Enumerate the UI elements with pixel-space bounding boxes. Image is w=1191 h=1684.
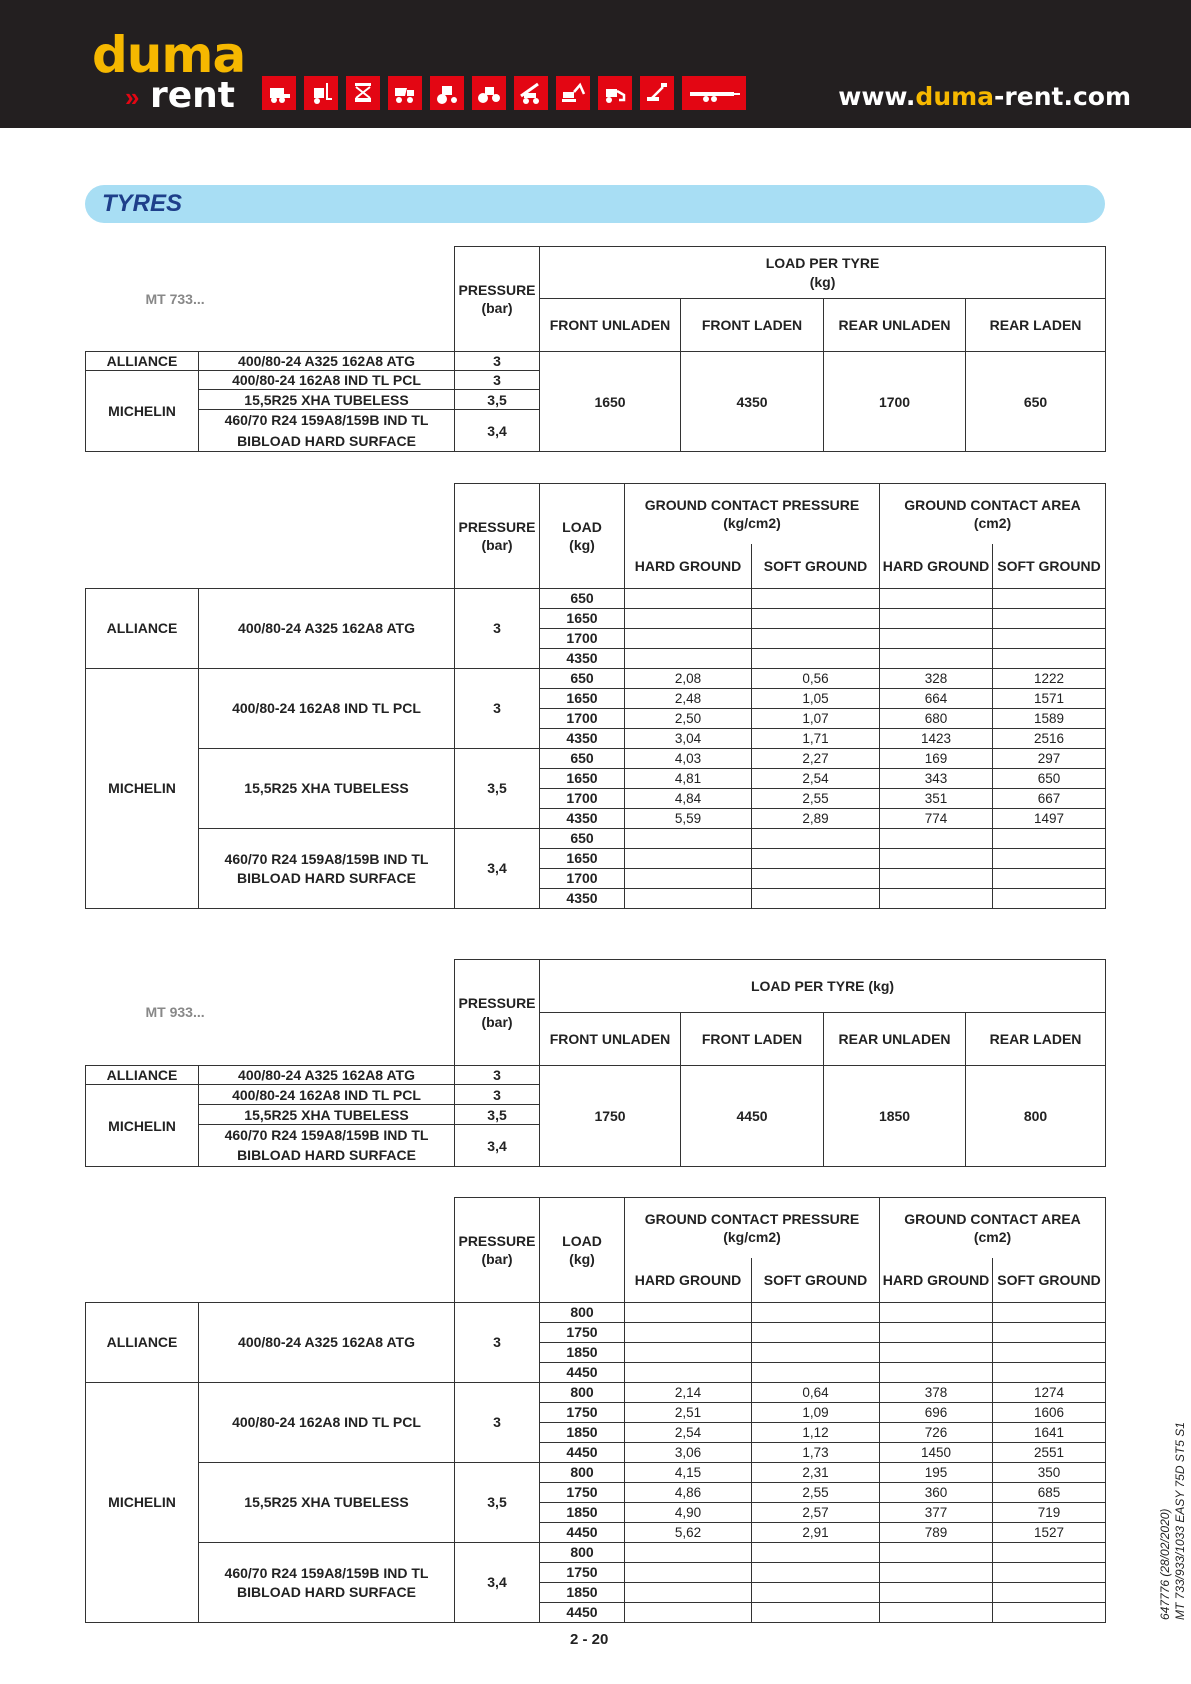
model-label: MT 933...	[145, 1004, 205, 1021]
empty-cell	[880, 649, 993, 669]
hard-pressure-value: 2,48	[625, 689, 752, 709]
load-value: 1650	[540, 849, 625, 869]
load-value: 4350	[540, 809, 625, 829]
empty-cell	[625, 849, 752, 869]
empty-cell	[752, 629, 880, 649]
brand-alliance: ALLIANCE	[86, 1303, 199, 1383]
empty-cell	[625, 1303, 752, 1323]
hard-ground-header: HARD GROUND	[625, 544, 752, 589]
hard-pressure-value: 3,06	[625, 1443, 752, 1463]
load-value: 4350	[540, 729, 625, 749]
soft-pressure-value: 2,57	[752, 1503, 880, 1523]
pressure-value: 3,5	[455, 390, 540, 410]
pressure-value: 3	[455, 371, 540, 390]
rear-unladen-value: 1850	[824, 1066, 966, 1167]
hard-area-value: 680	[880, 709, 993, 729]
hard-area-value: 351	[880, 789, 993, 809]
soft-ground-header: SOFT GROUND	[752, 1258, 880, 1303]
tyre-name: 460/70 R24 159A8/159B IND TL	[199, 410, 455, 430]
empty-cell	[993, 629, 1106, 649]
soft-ground-header: SOFT GROUND	[993, 1258, 1106, 1303]
hard-ground-header: HARD GROUND	[880, 1258, 993, 1303]
soft-pressure-value: 2,54	[752, 769, 880, 789]
empty-cell	[752, 1583, 880, 1603]
load-value: 1700	[540, 869, 625, 889]
brand-michelin: MICHELIN	[86, 1085, 199, 1167]
front-laden-header: FRONT LADEN	[681, 1013, 824, 1066]
load-value: 1650	[540, 769, 625, 789]
empty-cell	[993, 1343, 1106, 1363]
pressure-value: 3,5	[455, 749, 540, 829]
tyre-name-line2: BIBLOAD HARD SURFACE	[199, 1145, 455, 1167]
empty-cell	[752, 829, 880, 849]
load-value: 1750	[540, 1483, 625, 1503]
hard-pressure-value: 2,08	[625, 669, 752, 689]
empty-cell	[625, 609, 752, 629]
load-value: 1750	[540, 1403, 625, 1423]
pressure-header: PRESSURE (bar)	[455, 960, 540, 1066]
load-value: 1700	[540, 789, 625, 809]
empty-cell	[625, 1363, 752, 1383]
soft-pressure-value: 2,89	[752, 809, 880, 829]
document-reference	[1158, 1422, 1188, 1620]
blank-corner	[86, 484, 455, 589]
pressure-header: PRESSURE (bar)	[455, 1198, 540, 1303]
load-value: 650	[540, 589, 625, 609]
section-title: TYRES	[102, 190, 183, 217]
load-value: 1700	[540, 629, 625, 649]
soft-pressure-value: 2,27	[752, 749, 880, 769]
hard-area-value: 328	[880, 669, 993, 689]
brand-michelin: MICHELIN	[86, 371, 199, 452]
hard-pressure-value: 2,54	[625, 1423, 752, 1443]
empty-cell	[625, 869, 752, 889]
excavator-icon	[556, 76, 590, 110]
empty-cell	[625, 829, 752, 849]
empty-cell	[993, 649, 1106, 669]
forklift-icon	[304, 76, 338, 110]
pressure-value: 3,4	[455, 1543, 540, 1623]
load-value: 800	[540, 1543, 625, 1563]
tyre-name: 15,5R25 XHA TUBELESS	[199, 390, 455, 410]
load-value: 4450	[540, 1363, 625, 1383]
soft-area-value: 1589	[993, 709, 1106, 729]
tyre-name-line2: BIBLOAD HARD SURFACE	[199, 430, 455, 452]
soft-area-value: 2551	[993, 1443, 1106, 1463]
soft-area-value: 1222	[993, 669, 1106, 689]
empty-cell	[880, 1543, 993, 1563]
empty-cell	[993, 1603, 1106, 1623]
empty-cell	[752, 889, 880, 909]
empty-cell	[993, 609, 1106, 629]
soft-area-value: 1497	[993, 809, 1106, 829]
empty-cell	[880, 589, 993, 609]
load-value: 650	[540, 749, 625, 769]
hard-area-value: 195	[880, 1463, 993, 1483]
empty-cell	[880, 609, 993, 629]
brand-michelin: MICHELIN	[86, 1383, 199, 1623]
hard-area-value: 789	[880, 1523, 993, 1543]
empty-cell	[880, 1323, 993, 1343]
empty-cell	[625, 889, 752, 909]
empty-cell	[880, 629, 993, 649]
pressure-header: PRESSURE (bar)	[455, 484, 540, 589]
brand-alliance: ALLIANCE	[86, 589, 199, 669]
empty-cell	[752, 1543, 880, 1563]
hard-pressure-value: 4,84	[625, 789, 752, 809]
load-per-tyre-header: LOAD PER TYRE (kg)	[540, 247, 1106, 299]
gca-header: GROUND CONTACT AREA (cm2)	[880, 1198, 1106, 1258]
empty-cell	[880, 1563, 993, 1583]
empty-cell	[752, 609, 880, 629]
model-label: MT 733...	[145, 290, 205, 307]
front-unladen-value: 1750	[540, 1066, 681, 1167]
empty-cell	[993, 869, 1106, 889]
empty-cell	[993, 1543, 1106, 1563]
rear-unladen-value: 1700	[824, 352, 966, 452]
header-bar	[0, 0, 1191, 128]
tyre-name: 15,5R25 XHA TUBELESS	[199, 1105, 455, 1125]
hard-area-value: 377	[880, 1503, 993, 1523]
load-value: 4350	[540, 649, 625, 669]
hard-pressure-value: 4,81	[625, 769, 752, 789]
page-number: 2 - 20	[570, 1631, 609, 1648]
tyre-name: 400/80-24 A325 162A8 ATG	[199, 589, 455, 669]
soft-area-value: 1606	[993, 1403, 1106, 1423]
hard-area-value: 1450	[880, 1443, 993, 1463]
hard-ground-header: HARD GROUND	[625, 1258, 752, 1303]
load-header: LOAD (kg)	[540, 484, 625, 589]
load-value: 1750	[540, 1323, 625, 1343]
brand-alliance: ALLIANCE	[86, 352, 199, 371]
pressure-value: 3,4	[455, 410, 540, 452]
empty-cell	[993, 1323, 1106, 1343]
pressure-value: 3	[455, 1085, 540, 1105]
load-value: 800	[540, 1303, 625, 1323]
hard-area-value: 343	[880, 769, 993, 789]
pressure-value: 3	[455, 669, 540, 749]
load-value: 650	[540, 669, 625, 689]
hard-pressure-value: 2,51	[625, 1403, 752, 1423]
soft-pressure-value: 1,71	[752, 729, 880, 749]
empty-cell	[880, 1343, 993, 1363]
hard-pressure-value: 3,04	[625, 729, 752, 749]
empty-cell	[625, 1543, 752, 1563]
empty-cell	[752, 1363, 880, 1383]
pressure-value: 3	[455, 1303, 540, 1383]
load-per-tyre-header: LOAD PER TYRE (kg)	[540, 960, 1106, 1013]
empty-cell	[625, 1603, 752, 1623]
empty-cell	[880, 849, 993, 869]
hard-area-value: 774	[880, 809, 993, 829]
soft-pressure-value: 2,55	[752, 789, 880, 809]
pressure-header: PRESSURE (bar)	[455, 247, 540, 352]
soft-area-value: 2516	[993, 729, 1106, 749]
pressure-value: 3,4	[455, 829, 540, 909]
skid-steer-icon	[262, 76, 296, 110]
soft-pressure-value: 1,05	[752, 689, 880, 709]
load-value: 1850	[540, 1343, 625, 1363]
pressure-value: 3	[455, 1383, 540, 1463]
front-unladen-value: 1650	[540, 352, 681, 452]
hard-pressure-value: 5,62	[625, 1523, 752, 1543]
soft-area-value: 667	[993, 789, 1106, 809]
empty-cell	[752, 1323, 880, 1343]
soft-pressure-value: 0,56	[752, 669, 880, 689]
gcp-header: GROUND CONTACT PRESSURE (kg/cm2)	[625, 484, 880, 544]
doc-ref-line2: MT 733/933/1033 EASY 75D ST5 S1	[1173, 1422, 1187, 1620]
soft-pressure-value: 2,91	[752, 1523, 880, 1543]
tyre-name: 15,5R25 XHA TUBELESS	[199, 1463, 455, 1543]
load-value: 1850	[540, 1503, 625, 1523]
hard-area-value: 664	[880, 689, 993, 709]
load-value: 1650	[540, 609, 625, 629]
soft-pressure-value: 2,31	[752, 1463, 880, 1483]
soft-area-value: 1571	[993, 689, 1106, 709]
rear-laden-value: 800	[966, 1066, 1106, 1167]
rear-laden-value: 650	[966, 352, 1106, 452]
tractor-icon	[430, 76, 464, 110]
soft-pressure-value: 0,64	[752, 1383, 880, 1403]
mt933-load-table	[85, 959, 1106, 1167]
tyre-name: 400/80-24 162A8 IND TL PCL	[199, 371, 455, 390]
front-laden-header: FRONT LADEN	[681, 299, 824, 352]
gca-header: GROUND CONTACT AREA (cm2)	[880, 484, 1106, 544]
load-value: 4450	[540, 1443, 625, 1463]
load-value: 4450	[540, 1523, 625, 1543]
section-banner	[85, 185, 1105, 223]
loader-icon	[598, 76, 632, 110]
empty-cell	[625, 589, 752, 609]
website-suffix: -rent.com	[994, 82, 1131, 111]
scissor-lift-icon	[346, 76, 380, 110]
website-prefix: www.	[838, 82, 916, 111]
doc-ref-line1: 647776 (28/02/2020)	[1158, 1508, 1172, 1620]
empty-cell	[993, 1303, 1106, 1323]
load-value: 1650	[540, 689, 625, 709]
dumper-icon	[388, 76, 422, 110]
hard-pressure-value: 5,59	[625, 809, 752, 829]
empty-cell	[625, 1583, 752, 1603]
mt733-load-table	[85, 246, 1106, 452]
hard-pressure-value: 4,15	[625, 1463, 752, 1483]
boom-lift-icon	[640, 76, 674, 110]
tyre-name: 15,5R25 XHA TUBELESS	[199, 749, 455, 829]
hard-pressure-value: 2,14	[625, 1383, 752, 1403]
empty-cell	[752, 1343, 880, 1363]
empty-cell	[752, 589, 880, 609]
pressure-value: 3	[455, 352, 540, 371]
empty-cell	[625, 1563, 752, 1583]
load-header: LOAD (kg)	[540, 1198, 625, 1303]
tyre-name: 400/80-24 A325 162A8 ATG	[199, 1303, 455, 1383]
hard-ground-header: HARD GROUND	[880, 544, 993, 589]
empty-cell	[880, 1303, 993, 1323]
empty-cell	[880, 829, 993, 849]
soft-area-value: 719	[993, 1503, 1106, 1523]
empty-cell	[752, 1563, 880, 1583]
empty-cell	[752, 849, 880, 869]
soft-ground-header: SOFT GROUND	[993, 544, 1106, 589]
pressure-value: 3	[455, 1066, 540, 1085]
compactor-icon	[472, 76, 506, 110]
empty-cell	[880, 1363, 993, 1383]
load-value: 4350	[540, 889, 625, 909]
gcp-header: GROUND CONTACT PRESSURE (kg/cm2)	[625, 1198, 880, 1258]
hard-pressure-value: 2,50	[625, 709, 752, 729]
tyre-name: 460/70 R24 159A8/159B IND TL BIBLOAD HARD SURFACE	[199, 1543, 455, 1623]
rear-unladen-header: REAR UNLADEN	[824, 1013, 966, 1066]
rear-unladen-header: REAR UNLADEN	[824, 299, 966, 352]
pressure-value: 3,4	[455, 1125, 540, 1167]
empty-cell	[993, 829, 1106, 849]
empty-cell	[993, 589, 1106, 609]
empty-cell	[625, 649, 752, 669]
pressure-value: 3,5	[455, 1463, 540, 1543]
rear-laden-header: REAR LADEN	[966, 1013, 1106, 1066]
telehandler-icon	[514, 76, 548, 110]
soft-pressure-value: 2,55	[752, 1483, 880, 1503]
empty-cell	[752, 869, 880, 889]
soft-area-value: 650	[993, 769, 1106, 789]
soft-area-value: 1641	[993, 1423, 1106, 1443]
brand-michelin: MICHELIN	[86, 669, 199, 909]
empty-cell	[993, 1563, 1106, 1583]
load-value: 1850	[540, 1423, 625, 1443]
tyre-name: 400/80-24 A325 162A8 ATG	[199, 1066, 455, 1085]
load-value: 1750	[540, 1563, 625, 1583]
empty-cell	[993, 849, 1106, 869]
load-value: 800	[540, 1463, 625, 1483]
hard-area-value: 1423	[880, 729, 993, 749]
empty-cell	[752, 649, 880, 669]
tyre-name: 460/70 R24 159A8/159B IND TL BIBLOAD HARD SURFACE	[199, 829, 455, 909]
trailer-icon	[682, 76, 746, 110]
empty-cell	[625, 1343, 752, 1363]
soft-pressure-value: 1,07	[752, 709, 880, 729]
logo-rent: rent	[150, 75, 236, 116]
pressure-value: 3	[455, 589, 540, 669]
logo-duma: duma	[92, 26, 246, 84]
soft-area-value: 685	[993, 1483, 1106, 1503]
soft-pressure-value: 1,09	[752, 1403, 880, 1423]
soft-area-value: 1274	[993, 1383, 1106, 1403]
soft-area-value: 297	[993, 749, 1106, 769]
empty-cell	[880, 1603, 993, 1623]
empty-cell	[625, 1323, 752, 1343]
empty-cell	[993, 889, 1106, 909]
tyre-name: 460/70 R24 159A8/159B IND TL	[199, 1125, 455, 1145]
hard-pressure-value: 4,86	[625, 1483, 752, 1503]
soft-area-value: 350	[993, 1463, 1106, 1483]
equipment-icons	[262, 76, 746, 110]
pressure-value: 3,5	[455, 1105, 540, 1125]
tyre-name: 400/80-24 A325 162A8 ATG	[199, 352, 455, 371]
front-laden-value: 4350	[681, 352, 824, 452]
front-laden-value: 4450	[681, 1066, 824, 1167]
hard-pressure-value: 4,03	[625, 749, 752, 769]
hard-area-value: 169	[880, 749, 993, 769]
empty-cell	[880, 1583, 993, 1603]
load-value: 4450	[540, 1603, 625, 1623]
tyre-name: 400/80-24 162A8 IND TL PCL	[199, 1085, 455, 1105]
empty-cell	[625, 629, 752, 649]
mt733-contact-table	[85, 483, 1106, 909]
mt933-contact-table	[85, 1197, 1106, 1623]
hard-area-value: 726	[880, 1423, 993, 1443]
load-value: 1700	[540, 709, 625, 729]
empty-cell	[752, 1303, 880, 1323]
load-value: 650	[540, 829, 625, 849]
front-unladen-header: FRONT UNLADEN	[540, 299, 681, 352]
hard-pressure-value: 4,90	[625, 1503, 752, 1523]
blank-corner	[86, 1198, 455, 1303]
empty-cell	[993, 1363, 1106, 1383]
hard-area-value: 696	[880, 1403, 993, 1423]
empty-cell	[880, 869, 993, 889]
soft-pressure-value: 1,73	[752, 1443, 880, 1463]
website-url[interactable]	[838, 82, 1131, 111]
empty-cell	[752, 1603, 880, 1623]
tyre-name: 400/80-24 162A8 IND TL PCL	[199, 1383, 455, 1463]
load-value: 800	[540, 1383, 625, 1403]
soft-area-value: 1527	[993, 1523, 1106, 1543]
empty-cell	[993, 1583, 1106, 1603]
website-highlight: duma	[915, 82, 995, 111]
load-value: 1850	[540, 1583, 625, 1603]
brand-alliance: ALLIANCE	[86, 1066, 199, 1085]
front-unladen-header: FRONT UNLADEN	[540, 1013, 681, 1066]
tyre-name: 400/80-24 162A8 IND TL PCL	[199, 669, 455, 749]
logo-arrow: »	[125, 82, 140, 112]
hard-area-value: 360	[880, 1483, 993, 1503]
soft-ground-header: SOFT GROUND	[752, 544, 880, 589]
empty-cell	[880, 889, 993, 909]
hard-area-value: 378	[880, 1383, 993, 1403]
rear-laden-header: REAR LADEN	[966, 299, 1106, 352]
soft-pressure-value: 1,12	[752, 1423, 880, 1443]
